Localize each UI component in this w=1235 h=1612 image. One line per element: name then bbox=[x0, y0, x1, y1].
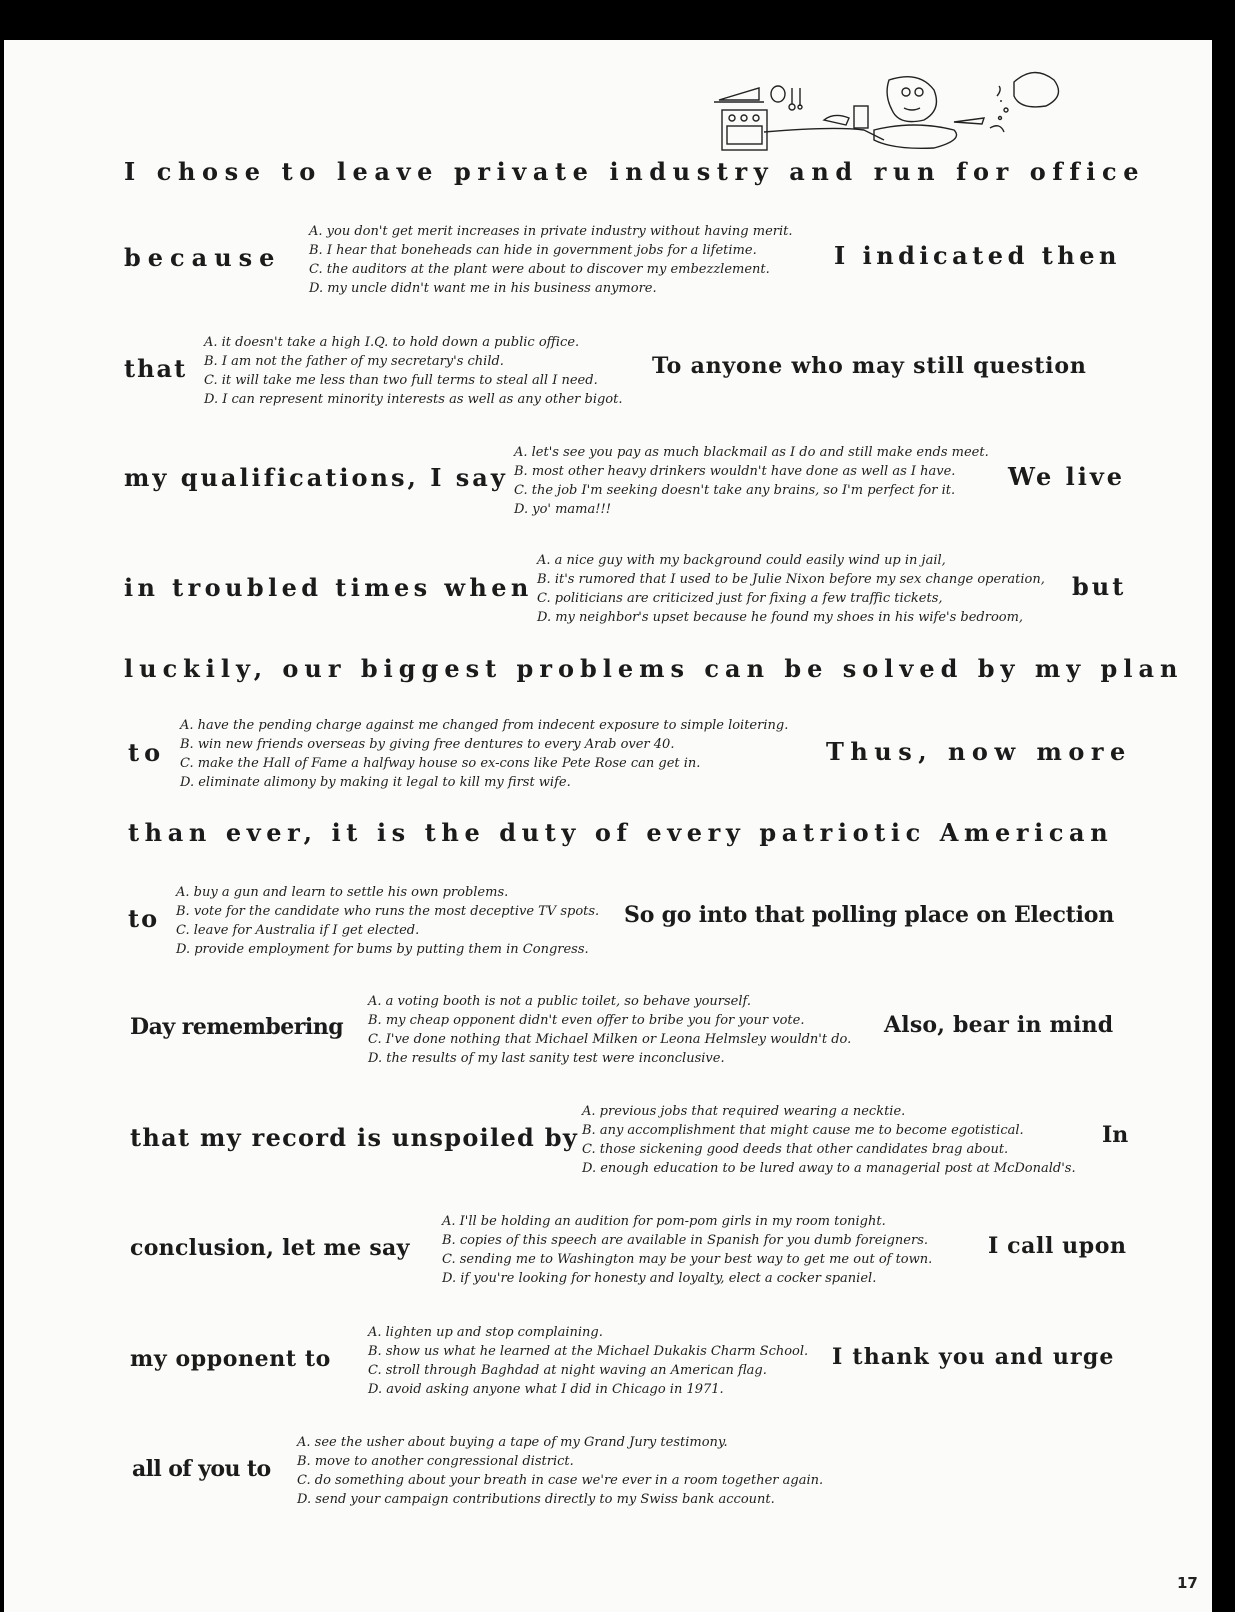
option-a: A. a voting booth is not a public toilet, so behave yourself. bbox=[368, 994, 752, 1009]
option-b: B. win new friends overseas by giving free dentures to every Arab over 40. bbox=[180, 737, 675, 752]
option-d: D. enough education to be lured away to a managerial post at McDonald's. bbox=[582, 1161, 1076, 1176]
sentence-fragment: my qualifications, I say bbox=[124, 463, 508, 492]
sentence-fragment: I thank you and urge bbox=[832, 1344, 1115, 1370]
sentence-fragment: to bbox=[128, 904, 160, 933]
option-a: A. you don't get merit increases in private industry without having merit. bbox=[309, 224, 793, 239]
sentence-fragment: but bbox=[1072, 572, 1127, 601]
sentence-fragment: that bbox=[124, 354, 188, 383]
option-d: D. avoid asking anyone what I did in Chicago in 1971. bbox=[368, 1382, 724, 1397]
options-group-10 bbox=[368, 1323, 808, 1399]
option-b: B. I am not the father of my secretary's child. bbox=[204, 354, 504, 369]
sentence-fragment: all of you to bbox=[132, 1456, 271, 1482]
options-group-9 bbox=[442, 1212, 932, 1288]
options-group-2 bbox=[204, 333, 623, 409]
option-b: B. vote for the candidate who runs the most deceptive TV spots. bbox=[176, 904, 600, 919]
option-d: D. my uncle didn't want me in his business anymore. bbox=[309, 281, 657, 296]
option-a: A. lighten up and stop complaining. bbox=[368, 1325, 603, 1340]
headline-line-8: than ever, it is the duty of every patriotic American bbox=[128, 818, 1114, 847]
option-c: C. those sickening good deeds that other candidates brag about. bbox=[582, 1142, 1009, 1157]
option-b: B. any accomplishment that might cause me to become egotistical. bbox=[582, 1123, 1024, 1138]
page-number: 17 bbox=[1177, 1574, 1198, 1592]
sentence-fragment: conclusion, let me say bbox=[130, 1235, 410, 1261]
option-d: D. eliminate alimony by making it legal to kill my first wife. bbox=[180, 775, 571, 790]
option-b: B. move to another congressional district. bbox=[297, 1454, 574, 1469]
option-b: B. most other heavy drinkers wouldn't have done as well as I have. bbox=[514, 464, 956, 479]
option-c: C. politicians are criticized just for fixing a few traffic tickets, bbox=[537, 591, 943, 606]
option-b: B. I hear that boneheads can hide in government jobs for a lifetime. bbox=[309, 243, 757, 258]
option-a: A. see the usher about buying a tape of my Grand Jury testimony. bbox=[297, 1435, 728, 1450]
sentence-fragment: I call upon bbox=[988, 1233, 1127, 1259]
options-group-8 bbox=[582, 1102, 1076, 1178]
option-c: C. leave for Australia if I get elected. bbox=[176, 923, 420, 938]
options-group-4 bbox=[537, 551, 1045, 627]
sentence-fragment: Also, bear in mind bbox=[884, 1012, 1114, 1038]
option-b: B. my cheap opponent didn't even offer to bribe you for your vote. bbox=[368, 1013, 805, 1028]
option-c: C. do something about your breath in case we're ever in a room together again. bbox=[297, 1473, 824, 1488]
sentence-fragment: because bbox=[124, 243, 282, 272]
options-group-6 bbox=[176, 883, 599, 959]
option-a: A. I'll be holding an audition for pom-pom girls in my room tonight. bbox=[442, 1214, 886, 1229]
option-d: D. send your campaign contributions directly to my Swiss bank account. bbox=[297, 1492, 775, 1507]
option-c: C. the job I'm seeking doesn't take any brains, so I'm perfect for it. bbox=[514, 483, 956, 498]
sentence-fragment: So go into that polling place on Election bbox=[624, 902, 1115, 928]
sentence-fragment: Thus, now more bbox=[826, 737, 1132, 766]
sentence-fragment: I indicated then bbox=[834, 241, 1121, 270]
option-c: C. sending me to Washington may be your best way to get me out of town. bbox=[442, 1252, 933, 1267]
option-d: D. provide employment for bums by putting them in Congress. bbox=[176, 942, 589, 957]
sentence-fragment: Day remembering bbox=[130, 1014, 344, 1040]
option-c: C. the auditors at the plant were about to discover my embezzlement. bbox=[309, 262, 770, 277]
sentence-fragment: in troubled times when bbox=[124, 573, 533, 602]
option-a: A. previous jobs that required wearing a necktie. bbox=[582, 1104, 906, 1119]
options-group-11 bbox=[297, 1433, 823, 1509]
option-a: A. a nice guy with my background could easily wind up in jail, bbox=[537, 553, 946, 568]
sentence-fragment: In bbox=[1102, 1122, 1129, 1148]
sentence-fragment: my opponent to bbox=[130, 1346, 331, 1372]
option-c: C. make the Hall of Fame a halfway house so ex-cons like Pete Rose can get in. bbox=[180, 756, 701, 771]
option-a: A. buy a gun and learn to settle his own problems. bbox=[176, 885, 509, 900]
option-b: B. it's rumored that I used to be Julie Nixon before my sex change operation, bbox=[537, 572, 1045, 587]
option-c: C. I've done nothing that Michael Milken or Leona Helmsley wouldn't do. bbox=[368, 1032, 852, 1047]
option-b: B. copies of this speech are available in Spanish for you dumb foreigners. bbox=[442, 1233, 928, 1248]
option-d: D. yo' mama!!! bbox=[514, 502, 611, 517]
option-d: D. if you're looking for honesty and loyalty, elect a cocker spaniel. bbox=[442, 1271, 877, 1286]
options-group-5 bbox=[180, 716, 788, 792]
sentence-fragment: to bbox=[128, 738, 166, 767]
kitchen-cartoon-icon bbox=[714, 60, 1064, 158]
option-b: B. show us what he learned at the Michael Dukakis Charm School. bbox=[368, 1344, 809, 1359]
headline-line-1: I chose to leave private industry and run for office bbox=[124, 157, 1146, 186]
option-d: D. my neighbor's upset because he found my shoes in his wife's bedroom, bbox=[537, 610, 1024, 625]
headline-line-6: luckily, our biggest problems can be solved by my plan bbox=[124, 654, 1184, 683]
magazine-page bbox=[4, 40, 1212, 1612]
sentence-fragment: that my record is unspoiled by bbox=[130, 1123, 579, 1152]
option-a: A. it doesn't take a high I.Q. to hold down a public office. bbox=[204, 335, 580, 350]
option-c: C. stroll through Baghdad at night waving an American flag. bbox=[368, 1363, 767, 1378]
options-group-3 bbox=[514, 443, 989, 519]
option-d: D. the results of my last sanity test were inconclusive. bbox=[368, 1051, 725, 1066]
option-a: A. let's see you pay as much blackmail as I do and still make ends meet. bbox=[514, 445, 989, 460]
options-group-1 bbox=[309, 222, 793, 298]
sentence-fragment: We live bbox=[1008, 462, 1126, 491]
options-group-7 bbox=[368, 992, 851, 1068]
option-d: D. I can represent minority interests as well as any other bigot. bbox=[204, 392, 623, 407]
sentence-fragment: To anyone who may still question bbox=[652, 353, 1087, 379]
option-a: A. have the pending charge against me changed from indecent exposure to simple loitering. bbox=[180, 718, 789, 733]
option-c: C. it will take me less than two full terms to steal all I need. bbox=[204, 373, 598, 388]
